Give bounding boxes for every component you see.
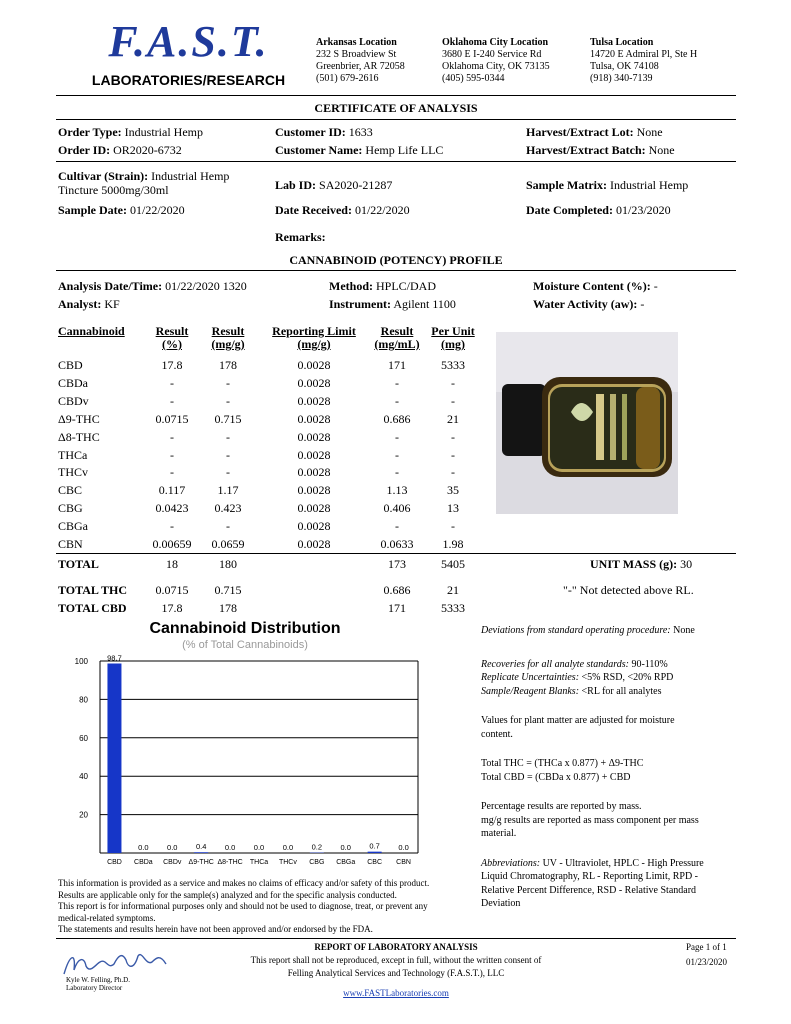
replicate-note (481, 671, 739, 685)
table-cell: - (395, 447, 399, 462)
y-tick-label: 60 (79, 733, 88, 743)
moisture-note: content. (481, 728, 513, 740)
signer-title: Laboratory Director (66, 984, 123, 992)
location-name: Arkansas Location (316, 37, 397, 48)
y-tick-label: 40 (79, 772, 88, 782)
x-tick-label: Δ9-THC (188, 859, 214, 866)
table-cell: 0.0028 (297, 537, 331, 551)
table-cell: 0.0028 (297, 501, 331, 516)
y-tick-label: 20 (79, 810, 88, 820)
field-label: Order Type: (58, 125, 122, 139)
table-total-divider (56, 553, 736, 554)
field-label: Analyst: (58, 297, 102, 311)
field-label: Method: (329, 279, 373, 293)
table-cell: 0.0028 (297, 447, 331, 462)
table-cell: 0.0028 (297, 429, 331, 444)
table-cell: - (226, 447, 230, 462)
note-label: Replicate Uncertainties: (481, 672, 580, 683)
mgg-note: mg/g results are reported as mass component per mass (481, 814, 699, 826)
header-divider (56, 95, 736, 96)
table-cell: 5333 (441, 358, 465, 372)
field-label: Harvest/Extract Batch: (526, 143, 646, 157)
customer-name (275, 143, 443, 158)
location-address: 232 S Broadview St (316, 49, 397, 60)
field-label: Cultivar (Strain): (58, 169, 149, 183)
table-cell: 0.0633 (380, 537, 414, 551)
table-cell: - (451, 375, 455, 390)
x-tick-label: CBC (367, 859, 383, 866)
table-cell: 0.0715 (155, 583, 189, 597)
bar-value-label: 0.0 (138, 843, 149, 852)
bar-value-label: 98.7 (107, 653, 122, 663)
recoveries-note (481, 658, 739, 672)
field-value: Tincture 5000mg/30ml (58, 183, 169, 197)
field-value: None (648, 143, 675, 157)
date-received (275, 203, 410, 218)
report-date: 01/23/2020 (686, 957, 728, 967)
sample-date (58, 203, 185, 218)
field-value: 30 (680, 557, 693, 571)
field-value: Industrial Hemp (151, 169, 230, 183)
location-address: 3680 E I-240 Service Rd (442, 49, 542, 60)
table-cell: - (395, 375, 399, 390)
tincture-bottle-image (496, 332, 678, 514)
abbreviations-note: Deviation (481, 898, 521, 909)
signer-block (66, 976, 130, 992)
table-cell: 1.17 (217, 483, 239, 498)
mgg-note: material. (481, 828, 517, 839)
potency-divider (56, 270, 736, 271)
table-row (56, 537, 496, 553)
bar-value-label: 0.0 (253, 843, 265, 852)
disclaimer-line: This report is for informational purposes only and should not be used to diagnose, treat, or prevent any (58, 901, 428, 911)
table-cell: 0.0028 (297, 519, 331, 534)
table-cell: 178 (219, 601, 237, 615)
table-cell: 0.0715 (155, 411, 189, 426)
note-value: <RL for all analytes (581, 685, 662, 697)
location-city: Tulsa, OK 74108 (590, 61, 659, 72)
location-phone: (405) 595-0344 (442, 73, 505, 84)
table-cell: Δ9-THC (58, 411, 100, 426)
table-cell: - (226, 519, 230, 534)
table-cell: 17.8 (161, 601, 183, 615)
abbreviations-note (481, 857, 739, 871)
footer-website-link[interactable] (196, 988, 596, 998)
analyst (58, 297, 120, 312)
disclaimer-line: Results are applicable only for the sample(s) analyzed and for the specific analysis conducted. (58, 889, 397, 900)
field-value: 01/22/2020 (130, 203, 185, 217)
location-city: Oklahoma City, OK 73135 (442, 61, 550, 72)
note-value: <5% RSD, <20% RPD (581, 672, 674, 683)
table-header-cell (206, 325, 250, 351)
table-cell: 5333 (441, 601, 465, 615)
table-cell: 0.0028 (297, 393, 331, 408)
field-label: Instrument: (329, 297, 391, 311)
moisture-note: Values for plant matter are adjusted for moisture (481, 715, 675, 726)
company-logo (86, 17, 291, 90)
table-cell: 35 (447, 483, 459, 498)
table-cell: TOTAL (58, 557, 99, 571)
table-row (56, 394, 496, 410)
table-cell: CBG (58, 501, 83, 516)
disclaimer-line: This information is provided as a service and makes no claims of efficacy and/or safety of this product. (58, 878, 430, 888)
field-label: Harvest/Extract Lot: (526, 125, 634, 139)
table-cell: 5405 (441, 557, 465, 571)
bar-value-label: 0.0 (224, 843, 236, 852)
table-cell: CBN (58, 537, 83, 551)
signer-name: Kyle W. Felling, Ph.D. (66, 976, 130, 984)
table-cell: 18 (166, 557, 178, 571)
bar-value-label: 0.0 (282, 843, 294, 852)
table-cell: 1.13 (386, 483, 408, 498)
field-label: Date Completed: (526, 203, 613, 217)
table-cell: - (170, 393, 174, 408)
location-phone: (918) 340-7139 (590, 73, 653, 84)
table-cell: 0.0028 (297, 358, 331, 372)
note-value: UV - Ultraviolet, HPLC - High Pressure (542, 857, 704, 869)
table-cell: - (170, 429, 174, 444)
table-cell: 178 (219, 358, 237, 372)
note-label: Recoveries for all analyte standards: (481, 658, 629, 670)
director-signature (56, 944, 176, 994)
disclaimer-line: medical-related symptoms. (58, 912, 156, 923)
footer-line-1: This report shall not be reproduced, except in full, without the written consent of (250, 955, 542, 965)
table-header-cell (58, 325, 148, 338)
x-tick-label: CBDa (134, 859, 153, 866)
table-cell: 0.00659 (152, 537, 192, 551)
deviations-note (481, 624, 739, 638)
bar-value-label: 0.4 (195, 842, 207, 852)
table-cell: - (226, 393, 230, 408)
table-cell: 0.715 (214, 411, 242, 426)
x-tick-label: CBN (396, 859, 411, 866)
table-cell: TOTAL CBD (58, 601, 127, 615)
x-tick-label: CBG (309, 859, 325, 866)
lab-id (275, 178, 392, 193)
order-id (58, 143, 182, 158)
table-cell: CBC (58, 483, 83, 498)
table-cell: 17.8 (161, 358, 183, 372)
table-cell: - (170, 447, 174, 462)
cbd-formula: Total CBD = (CBDa x 0.877) + CBD (481, 771, 631, 783)
field-label: Date Received: (275, 203, 352, 217)
table-header-cell (260, 325, 368, 351)
table-cell: - (451, 393, 455, 408)
x-tick-label: CBD (107, 859, 122, 866)
table-cell: 0.423 (214, 501, 242, 516)
field-value: 1633 (348, 125, 373, 139)
cannabinoid-distribution-chart (56, 648, 436, 870)
table-cell: - (226, 375, 230, 390)
location-phone: (501) 679-2616 (316, 73, 379, 84)
table-row (56, 412, 496, 428)
date-completed (526, 203, 671, 218)
table-cell: - (395, 393, 399, 408)
unit-mass (590, 557, 692, 572)
sample-matrix (526, 178, 688, 193)
table-cell: 0.0028 (297, 375, 331, 390)
bar-value-label: 0.7 (369, 841, 380, 851)
website-link[interactable]: www.FASTLaboratories.com (343, 988, 449, 998)
field-value: OR2020-6732 (113, 143, 182, 157)
table-cell: 0.0028 (297, 483, 331, 498)
document-title: CERTIFICATE OF ANALYSIS (314, 101, 478, 115)
percentage-note: Percentage results are reported by mass. (481, 801, 642, 812)
logo-main-text: F.A.S.T. (108, 17, 269, 66)
table-header-cell (372, 325, 422, 351)
table-cell: 0.0659 (211, 537, 245, 551)
table-cell: - (170, 375, 174, 390)
field-value: 01/22/2020 1320 (165, 279, 247, 293)
table-cell: - (451, 429, 455, 444)
table-cell: 0.715 (214, 583, 242, 597)
remarks-label: Remarks: (275, 230, 326, 244)
note-label: Deviations from standard operating procedure: (481, 625, 671, 636)
x-tick-label: Δ8-THC (217, 859, 243, 866)
table-row (56, 557, 496, 573)
field-label: Order ID: (58, 143, 111, 157)
logo-sub-text: LABORATORIES/RESEARCH (91, 72, 286, 88)
page-number: Page 1 of 1 (686, 942, 727, 952)
location-name: Tulsa Location (590, 37, 654, 48)
header-line: (mg/g) (297, 337, 331, 351)
location-arkansas (316, 37, 405, 85)
table-row (56, 483, 496, 499)
field-value: - (653, 279, 658, 293)
header-line: (mg/g) (211, 337, 245, 351)
x-tick-label: CBGa (336, 859, 356, 866)
note-value: None (673, 625, 695, 636)
header-line: Result (211, 324, 245, 338)
table-cell: - (451, 519, 455, 534)
water-activity (533, 297, 644, 312)
potency-section-title: CANNABINOID (POTENCY) PROFILE (289, 253, 503, 267)
customer-id (275, 125, 373, 140)
footer-title: REPORT OF LABORATORY ANALYSIS (314, 942, 478, 952)
chart-bar (194, 852, 208, 853)
chart-bar (368, 852, 382, 853)
location-address: 14720 E Admiral Pl, Ste H (590, 49, 698, 60)
table-cell: 1.98 (442, 537, 464, 551)
bar-value-label: 0.0 (398, 843, 409, 852)
table-cell: THCa (58, 447, 88, 462)
table-row (56, 448, 496, 464)
field-label: Sample Date: (58, 203, 127, 217)
table-cell: Δ8-THC (58, 429, 100, 444)
table-cell: - (170, 465, 174, 480)
field-label: Water Activity (aw): (533, 297, 638, 311)
field-value: HPLC/DAD (376, 279, 437, 293)
table-cell: 0.686 (383, 411, 411, 426)
field-value: None (636, 125, 663, 139)
table-cell: - (226, 429, 230, 444)
table-row (56, 465, 496, 481)
disclaimer-line: The statements and results herein have not been approved and/or endorsed by the FDA. (58, 924, 373, 934)
header-line: (%) (162, 337, 182, 351)
table-row (56, 583, 496, 599)
not-detected-note: "-" Not detected above RL. (563, 583, 694, 597)
moisture-content (533, 279, 658, 294)
table-cell: 171 (388, 601, 406, 615)
table-row (56, 430, 496, 446)
table-cell: THCv (58, 465, 88, 480)
harvest-lot (526, 125, 663, 140)
table-row (56, 376, 496, 392)
y-tick-label: 80 (79, 695, 88, 705)
header-line: Result (380, 324, 414, 338)
note-value: 90-110% (631, 658, 668, 670)
table-cell: 0.0028 (297, 411, 331, 426)
footer-divider (56, 938, 736, 939)
field-value: - (640, 297, 645, 311)
field-value: SA2020-21287 (319, 178, 393, 192)
order-divider (56, 161, 736, 162)
table-cell: - (170, 519, 174, 534)
table-cell: - (395, 465, 399, 480)
table-cell: TOTAL THC (58, 583, 128, 597)
table-cell: 0.0423 (155, 501, 189, 516)
table-cell: 0.0028 (297, 465, 331, 480)
header-line: (mg/mL) (374, 337, 420, 351)
x-tick-label: THCv (278, 859, 297, 866)
header-line: Reporting Limit (272, 324, 356, 338)
table-cell: 13 (447, 501, 459, 516)
field-value: KF (104, 297, 120, 311)
field-label: Sample Matrix: (526, 178, 607, 192)
location-oklahoma-city (442, 37, 550, 85)
chart-subtitle: (% of Total Cannabinoids) (182, 639, 308, 651)
table-cell: CBD (58, 358, 83, 372)
table-row (56, 519, 496, 535)
table-cell: - (451, 465, 455, 480)
table-cell: - (395, 429, 399, 444)
x-tick-label: CBDv (163, 859, 182, 866)
note-label: Sample/Reagent Blanks: (481, 685, 580, 697)
bar-value-label: 0.2 (311, 842, 323, 852)
harvest-batch (526, 143, 675, 158)
field-value: 01/23/2020 (615, 203, 671, 217)
method (329, 279, 436, 294)
table-cell: 0.117 (158, 483, 186, 498)
table-cell: 0.686 (383, 583, 411, 597)
header-line: Result (155, 324, 189, 338)
thc-formula: Total THC = (THCa x 0.877) + Δ9-THC (481, 758, 644, 769)
instrument (329, 297, 456, 312)
table-cell: 0.406 (383, 501, 411, 516)
table-header-cell (152, 325, 192, 351)
title-divider (56, 119, 736, 120)
field-value: Industrial Hemp (124, 125, 203, 139)
cultivar (58, 169, 229, 197)
field-label: Customer ID: (275, 125, 346, 139)
abbreviations-note: Relative Percent Difference, RSD - Relative Standard (481, 884, 697, 896)
field-label: Lab ID: (275, 178, 317, 192)
header-line: Per Unit (431, 324, 475, 338)
field-label: UNIT MASS (g): (590, 557, 678, 571)
table-cell: 171 (388, 358, 406, 372)
table-cell: - (451, 447, 455, 462)
header-line: (mg) (441, 337, 465, 351)
table-cell: 21 (447, 583, 459, 597)
table-cell: CBDv (58, 393, 89, 408)
field-value: 01/22/2020 (354, 203, 410, 217)
footer-line-2: Felling Analytical Services and Technology (F.A.S.T.), LLC (287, 968, 505, 978)
location-tulsa (590, 37, 697, 85)
table-row (56, 358, 496, 374)
blanks-note (481, 685, 739, 699)
table-cell: - (226, 465, 230, 480)
abbreviations-note: Liquid Chromatography, RL - Reporting Limit, RPD - (481, 871, 699, 882)
field-label: Analysis Date/Time: (58, 279, 163, 293)
field-value: Hemp Life LLC (365, 143, 444, 157)
chart-bar (107, 663, 121, 853)
y-tick-label: 100 (74, 657, 88, 666)
table-row (56, 601, 496, 617)
field-value: Agilent 1100 (393, 297, 456, 311)
analysis-datetime (58, 279, 247, 294)
field-label: Moisture Content (%): (533, 279, 651, 293)
order-type (58, 125, 203, 140)
note-label: Abbreviations: (481, 857, 541, 869)
table-cell: 173 (388, 557, 406, 571)
product-photo (496, 332, 678, 514)
table-row (56, 501, 496, 517)
table-cell: CBDa (58, 375, 88, 390)
table-cell: 180 (219, 557, 237, 571)
chart-title: Cannabinoid Distribution (149, 620, 341, 637)
bar-value-label: 0.0 (340, 843, 351, 852)
field-label: Customer Name: (275, 143, 363, 157)
field-value: Industrial Hemp (609, 178, 689, 192)
bar-value-label: 0.0 (167, 843, 178, 852)
location-city: Greenbrier, AR 72058 (316, 61, 405, 72)
table-cell: 21 (447, 411, 459, 426)
disclaimer (58, 878, 473, 936)
table-cell: - (395, 519, 399, 534)
notes-column (481, 624, 739, 911)
x-tick-label: THCa (249, 859, 269, 866)
location-name: Oklahoma City Location (442, 37, 549, 48)
table-cell: CBGa (58, 519, 88, 534)
table-header-cell (428, 325, 478, 351)
header-line: Cannabinoid (58, 324, 125, 338)
